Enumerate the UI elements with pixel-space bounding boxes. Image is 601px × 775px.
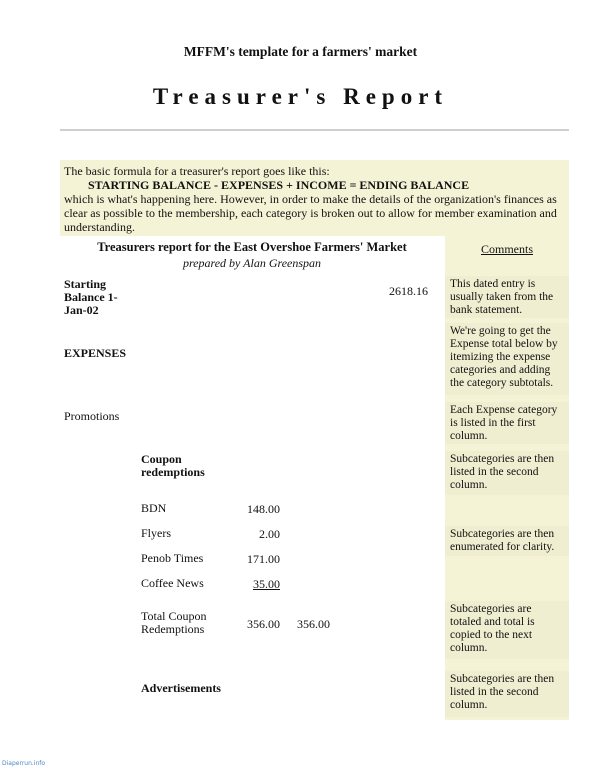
comment-note: Each Expense category is listed in the first column. [445,402,569,444]
advertisements-label: Advertisements [141,681,221,695]
promotions-label: Promotions [64,409,120,423]
prepared-by: prepared by Alan Greenspan [182,256,322,270]
watermark: Diaperrun.info [2,760,46,767]
total-coupon-value: 356.00 [247,617,280,631]
report-title: Treasurer's Report [152,84,449,109]
line-item-amount: 35.00 [253,577,280,591]
comment-note: Subcategories are then listed in the second column. [445,451,569,495]
template-title: MFFM's template for a farmers' market [183,44,418,59]
comment-note: We're going to get the Expense total below by itemizing the expense categories and adding the category subtotals. [445,323,569,395]
line-item-amount: 2.00 [259,527,280,541]
comment-note: This dated entry is usually taken from the bank statement. [445,276,569,318]
comment-note: Subcategories are totaled and total is copied to the next column. [445,601,569,659]
total-carried-value: 356.00 [297,617,330,631]
intro-line: The basic formula for a treasurer's report goes like this: [64,164,330,178]
line-item-name: Coffee News [141,576,204,590]
line-item-amount: 171.00 [247,552,280,566]
line-item-name: BDN [141,501,167,515]
title-divider [60,129,569,131]
line-item-name: Penob Times [141,551,204,565]
starting-balance-value: 2618.16 [389,284,428,298]
total-coupon-label: Total Coupon Redemptions [141,609,207,636]
line-item-amount: 148.00 [247,502,280,516]
report-heading: Treasurers report for the East Overshoe Farmers' Market [97,240,407,254]
coupon-redemptions-label: Coupon redemptions [141,452,205,479]
comment-note: Subcategories are then enumerated for clarity. [445,526,569,556]
starting-balance-label: Starting Balance 1-Jan-02 [64,277,118,317]
comments-heading: Comments [480,242,533,256]
intro-explanation: which is what's happening here. However, in order to make the details of the organization's finances as clear as possible to the membership, each category is broken out to allow for member examination and understanding. [64,192,557,234]
intro-box [60,160,569,236]
expenses-label: EXPENSES [64,346,127,360]
line-item-name: Flyers [141,526,171,540]
comment-note: Subcategories are then listed in the second column. [445,671,569,717]
formula: STARTING BALANCE - EXPENSES + INCOME = ENDING BALANCE [88,178,470,192]
